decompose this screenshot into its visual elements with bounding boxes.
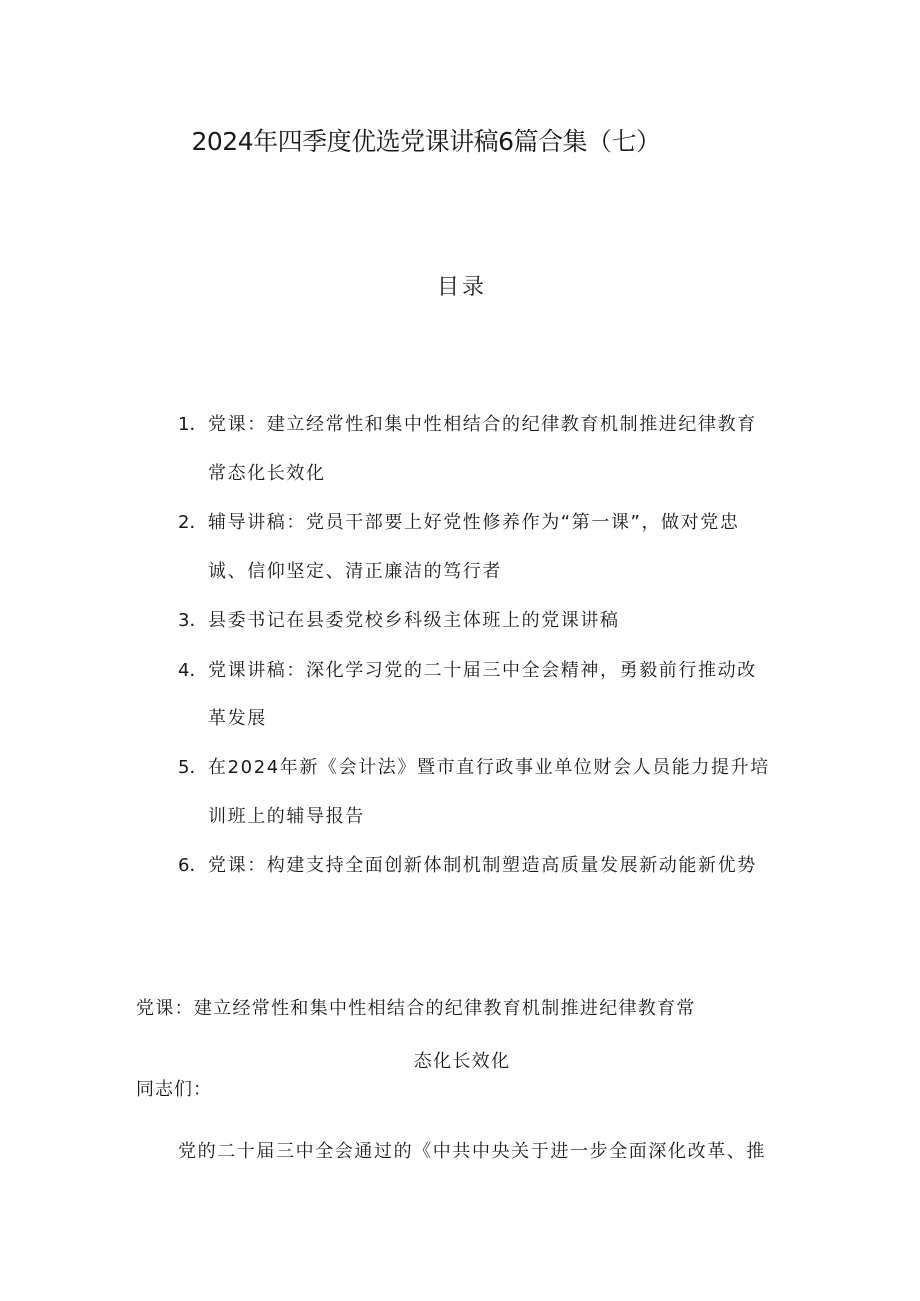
toc-item-2-continuation: 诚、信仰坚定、清正廉洁的笃行者 (208, 561, 502, 582)
toc-item-text: 辅导讲稿：党员干部要上好党性修养作为“第一课”，做对党忠 (208, 512, 740, 533)
salutation: 同志们： (136, 1079, 212, 1100)
document-title: 2024年四季度优选党课讲稿6篇合集（七） (191, 127, 661, 156)
toc-item-4-continuation: 革发展 (208, 708, 267, 729)
toc-item-3 (178, 606, 620, 632)
toc-heading: 目录 (436, 275, 487, 300)
toc-item-6 (178, 851, 757, 877)
article-paragraph: 党的二十届三中全会通过的《中共中央关于进一步全面深化改革、推 (178, 1141, 766, 1162)
toc-item-text: 党课：建立经常性和集中性相结合的纪律教育机制推进纪律教育 (208, 414, 757, 435)
toc-item-5-continuation: 训班上的辅导报告 (208, 806, 365, 827)
toc-item-number: 2． (178, 512, 208, 533)
toc-item-text: 党课讲稿：深化学习党的二十届三中全会精神，勇毅前行推动改 (208, 660, 757, 681)
article-title-line-2: 态化长效化 (413, 1051, 511, 1072)
toc-item-1 (178, 410, 757, 436)
toc-item-4 (178, 656, 757, 682)
toc-item-5 (178, 753, 770, 779)
toc-item-number: 3． (178, 610, 208, 631)
toc-item-number: 6． (178, 855, 208, 876)
toc-item-text: 党课：构建支持全面创新体制机制塑造高质量发展新动能新优势 (208, 855, 757, 876)
toc-item-text: 县委书记在县委党校乡科级主体班上的党课讲稿 (208, 610, 620, 631)
toc-item-number: 5． (178, 757, 208, 778)
toc-item-number: 4． (178, 660, 208, 681)
article-title-line-1: 党课：建立经常性和集中性相结合的纪律教育机制推进纪律教育常 (136, 998, 696, 1019)
toc-item-text: 在2024年新《会计法》暨市直行政事业单位财会人员能力提升培 (208, 757, 770, 778)
toc-item-1-continuation: 常态化长效化 (208, 463, 326, 484)
toc-item-2 (178, 508, 739, 534)
toc-item-number: 1． (178, 414, 208, 435)
